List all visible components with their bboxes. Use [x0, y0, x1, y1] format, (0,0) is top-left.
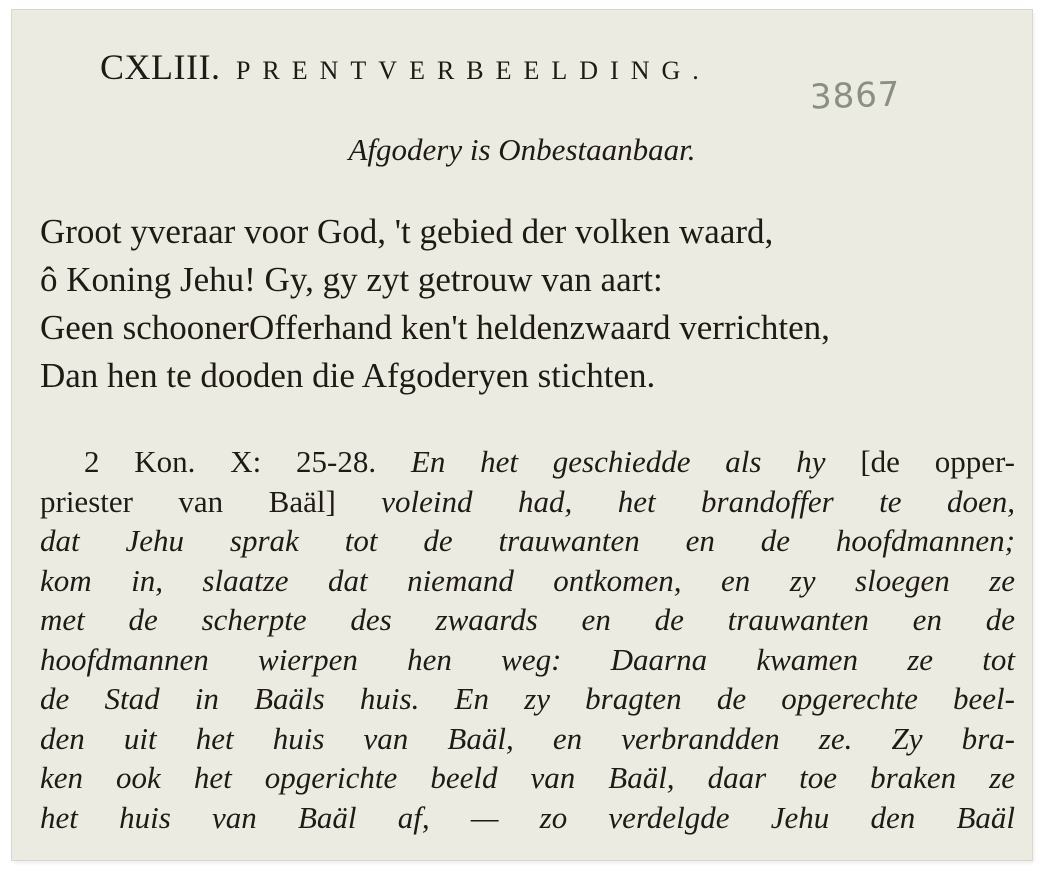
- scripture-insertion: priester van Baäl]: [40, 483, 336, 519]
- caption-subtitle: Afgodery is Onbestaanbaar.: [348, 132, 696, 167]
- scripture-line: het huis van Baäl af, — zo verdelgde Jehu den Baäl: [40, 799, 1015, 835]
- scripture-reference: 2 Kon. X: 25-28.: [84, 444, 377, 479]
- plate-heading: [100, 46, 711, 88]
- scripture-line: [40, 482, 1015, 522]
- scripture-line: met de scherpte des zwaards en de trauwanten en de: [40, 602, 1015, 637]
- pencil-inventory-number: 3867: [809, 74, 902, 118]
- verse-line: ô Koning Jehu! Gy, gy zyt getrouw van aart:: [40, 260, 663, 299]
- scripture-insertion: [de opper-: [860, 444, 1015, 479]
- plate-number: CXLIII.: [100, 47, 221, 87]
- verse-line: Geen schoonerOfferhand ken't heldenzwaard verrichten,: [40, 308, 830, 347]
- scripture-text: En het geschiedde als hy: [410, 444, 826, 479]
- scripture-line: kom in, slaatze dat niemand ontkomen, en zy sloegen ze: [40, 562, 1015, 598]
- scripture-line: [40, 442, 1015, 482]
- scripture-line: den uit het huis van Baäl, en verbrandden ze. Zy bra-: [40, 720, 1015, 756]
- plate-label: PRENTVERBEELDING.: [235, 56, 711, 85]
- scripture-line: ken ook het opgerichte beeld van Baäl, daar toe braken ze: [40, 760, 1015, 795]
- verse-block: [40, 208, 830, 400]
- scripture-text: voleind had, het brandoffer te doen,: [381, 483, 1015, 519]
- verse-line: Groot yveraar voor God, 't gebied der volken waard,: [40, 212, 774, 251]
- print-caption-sheet: [12, 10, 1032, 860]
- scripture-line: de Stad in Baäls huis. En zy bragten de opgerechte beel-: [40, 681, 1015, 716]
- verse-line: Dan hen te dooden die Afgoderyen stichten.: [40, 356, 656, 395]
- scripture-passage: [40, 442, 1015, 837]
- scripture-line: hoofdmannen wierpen hen weg: Daarna kwamen ze tot: [40, 641, 1015, 677]
- scripture-line: dat Jehu sprak tot de trauwanten en de hoofdmannen;: [40, 523, 1015, 558]
